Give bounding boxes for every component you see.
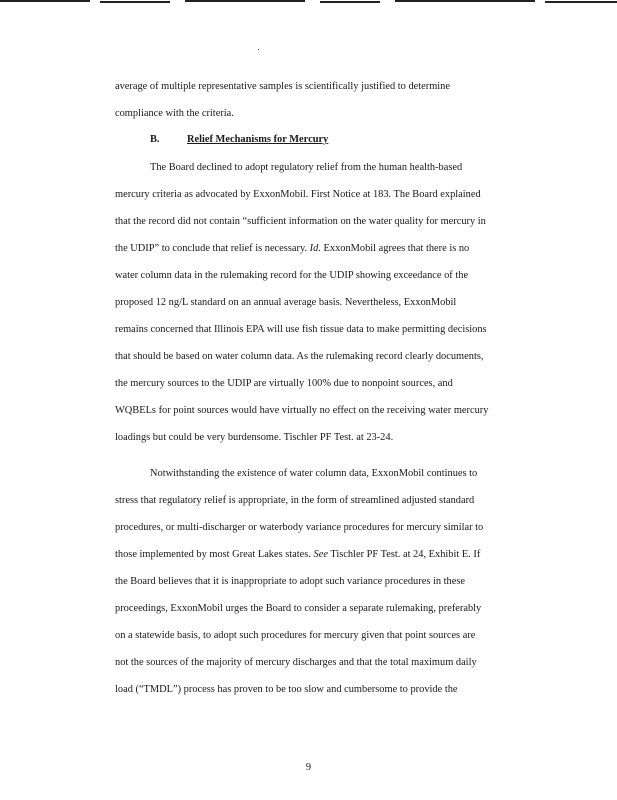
text-line: Notwithstanding the existence of water column data, ExxonMobil continues to — [150, 468, 478, 479]
text-line: compliance with the criteria. — [115, 108, 234, 119]
text-line: proceedings, ExxonMobil urges the Board to consider a separate rulemaking, preferably — [115, 603, 482, 614]
text-line: proposed 12 ng/L standard on an annual average basis. Nevertheless, ExxonMobil — [115, 297, 457, 308]
scan-speck — [258, 49, 259, 50]
text-segment: ExxonMobil agrees that there is no — [320, 243, 470, 254]
text-segment: Tischler PF Test. at 24, Exhibit E. If — [327, 549, 481, 560]
text-line: on a statewide basis, to adopt such procedures for mercury given that point sources are — [115, 630, 476, 641]
text-line: the Board believes that it is inappropriate to adopt such variance procedures in these — [115, 576, 465, 587]
text-line: WQBELs for point sources would have virtually no effect on the receiving water mercury — [115, 405, 489, 416]
text-line: remains concerned that Illinois EPA will use fish tissue data to make permitting decisions — [115, 324, 487, 335]
text-line: stress that regulatory relief is appropriate, in the form of streamlined adjusted standard — [115, 495, 475, 506]
text-line: that the record did not contain “sufficient information on the water quality for mercury in — [115, 216, 486, 227]
text-line: load (“TMDL”) process has proven to be too slow and cumbersome to provide the — [115, 684, 458, 695]
text-line: procedures, or multi-discharger or waterbody variance procedures for mercury similar to — [115, 522, 484, 533]
text-segment: those implemented by most Great Lakes states. — [115, 549, 314, 560]
text-line: average of multiple representative samples is scientifically justified to determine — [115, 81, 450, 92]
text-line: not the sources of the majority of mercury discharges and that the total maximum daily — [115, 657, 477, 668]
text-line: loadings but could be very burdensome. Tischler PF Test. at 23-24. — [115, 432, 394, 443]
page-number: 9 — [305, 762, 312, 773]
text-line: that should be based on water column data. As the rulemaking record clearly documents, — [115, 351, 484, 362]
scan-edge-artifact — [0, 0, 617, 6]
text-line — [115, 242, 469, 256]
text-line: The Board declined to adopt regulatory relief from the human health-based — [150, 162, 463, 173]
section-title: Relief Mechanisms for Mercury — [187, 134, 329, 145]
citation: Id. — [309, 243, 321, 254]
citation: See — [313, 549, 328, 560]
section-letter: B. — [150, 134, 160, 145]
text-line: water column data in the rulemaking record for the UDIP showing exceedance of the — [115, 270, 469, 281]
text-segment: the UDIP” to conclude that relief is necessary. — [115, 243, 310, 254]
text-line: the mercury sources to the UDIP are virtually 100% due to nonpoint sources, and — [115, 378, 453, 389]
text-line — [115, 548, 480, 562]
text-line: mercury criteria as advocated by ExxonMobil. First Notice at 183. The Board explained — [115, 189, 481, 200]
